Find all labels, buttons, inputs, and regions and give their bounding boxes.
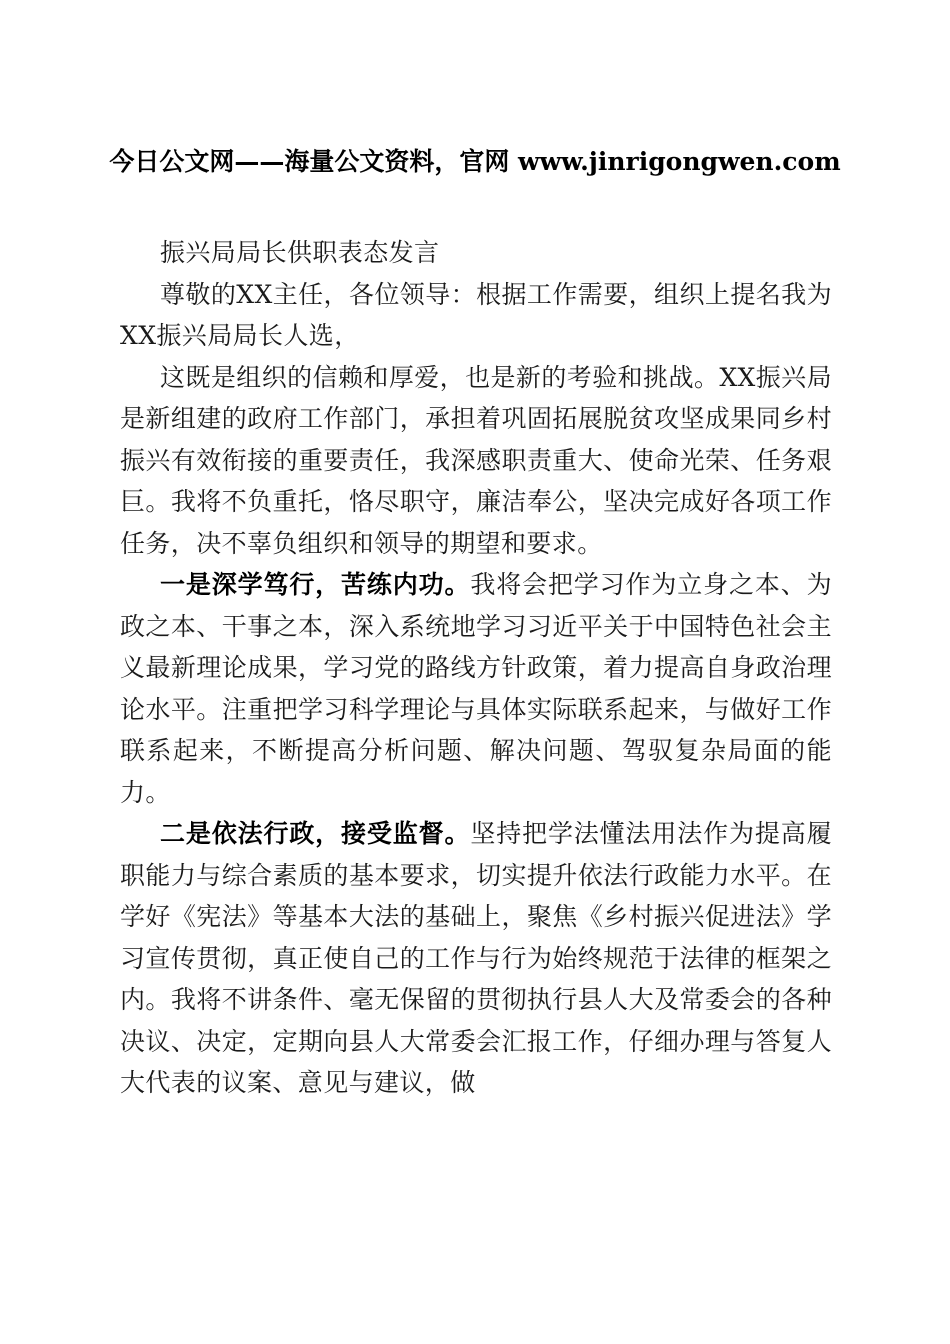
paragraph-text: 坚持把学法懂法用法作为提高履职能力与综合素质的基本要求，切实提升依法行政能力水平。在学好《宪法》等基本大法的基础上，聚焦《乡村振兴促进法》学习宣传贯彻，真正使自己的工作与行为始终规范于法律的框架之内。我将不讲条件、毫无保留的贯彻执行县人大及常委会的各种决议、决定，定期向县人大常委会汇报工作，仔细办理与答复人大代表的议案、意见与建议，做 [120, 819, 832, 1097]
document-title: 振兴局局长供职表态发言 [160, 238, 440, 267]
paragraph-point-two [120, 813, 832, 1104]
paragraph-salutation [120, 274, 832, 357]
site-header: 今日公文网——海量公文资料，官网 www.jinrigongwen.com [109, 147, 841, 176]
paragraph-intro [120, 357, 832, 565]
paragraph-text: 尊敬的XX主任，各位领导：根据工作需要，组织上提名我为XX振兴局局长人选， [120, 279, 832, 350]
paragraph-lead: 一是深学笃行，苦练内功。 [160, 570, 471, 599]
paragraph-point-one [120, 564, 832, 813]
paragraph-lead: 二是依法行政，接受监督。 [160, 819, 471, 848]
document-body [120, 232, 832, 1104]
paragraph-text: 这既是组织的信赖和厚爱，也是新的考验和挑战。XX振兴局是新组建的政府工作部门，承担着巩固拓展脱贫攻坚成果同乡村振兴有效衔接的重要责任，我深感职责重大、使命光荣、任务艰巨。我将不负重托，恪尽职守，廉洁奉公，坚决完成好各项工作任务，决不辜负组织和领导的期望和要求。 [120, 362, 832, 558]
paragraph-text: 我将会把学习作为立身之本、为政之本、干事之本，深入系统地学习习近平关于中国特色社会主义最新理论成果，学习党的路线方针政策，着力提高自身政治理论水平。注重把学习科学理论与具体实际联系起来，与做好工作联系起来，不断提高分析问题、解决问题、驾驭复杂局面的能力。 [120, 570, 832, 807]
